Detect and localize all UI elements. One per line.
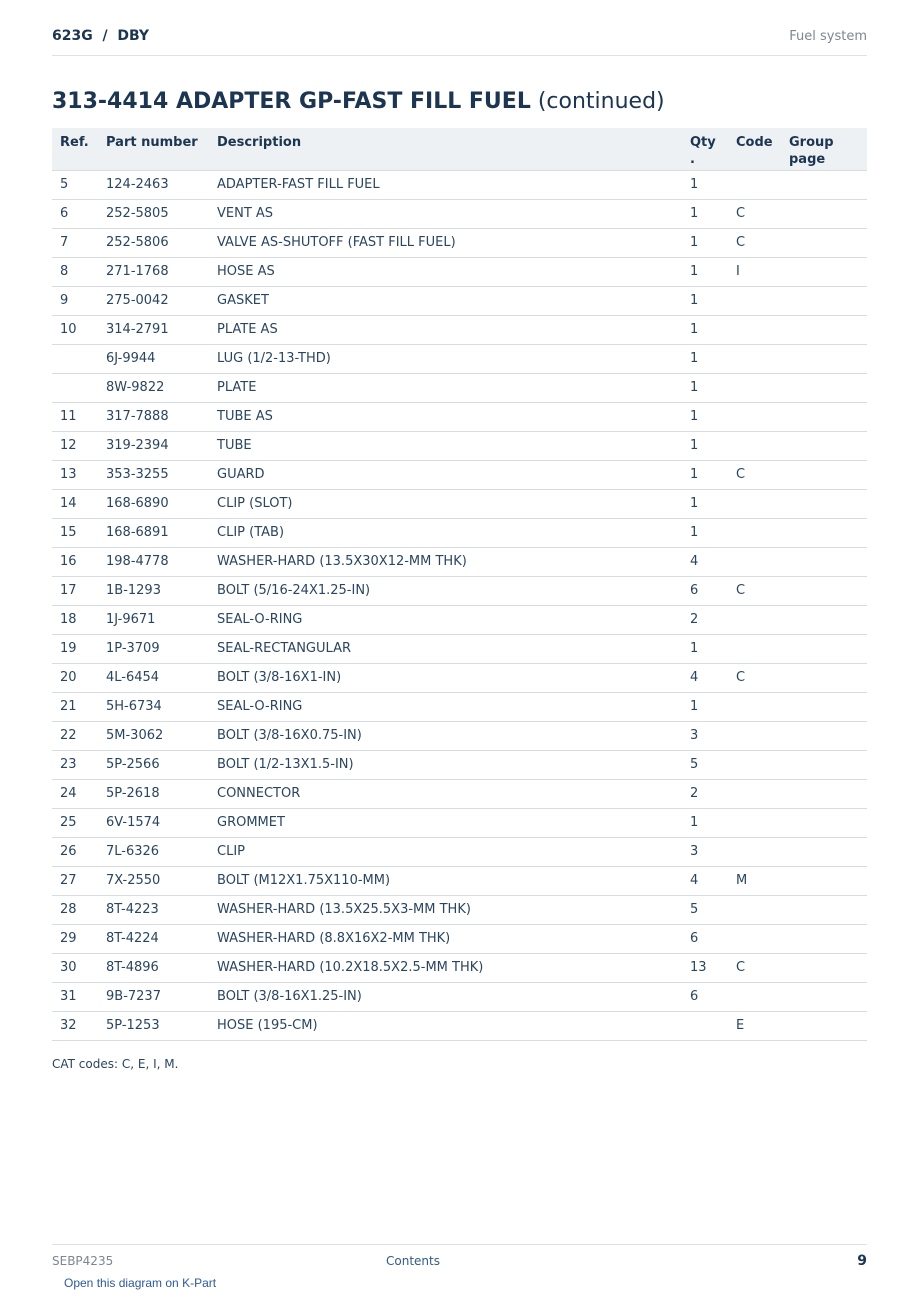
cell-qty: 4 <box>682 663 728 692</box>
cell-group-page <box>781 518 867 547</box>
cell-code <box>728 924 781 953</box>
section-name: Fuel system <box>789 29 867 44</box>
cell-qty: 1 <box>682 692 728 721</box>
cell-group-page <box>781 692 867 721</box>
cell-description: HOSE (195-CM) <box>209 1011 682 1040</box>
cell-description: GUARD <box>209 460 682 489</box>
cell-qty: 2 <box>682 779 728 808</box>
cell-code <box>728 779 781 808</box>
cell-part-number: 271-1768 <box>98 257 209 286</box>
cell-part-number: 198-4778 <box>98 547 209 576</box>
cell-part-number: 353-3255 <box>98 460 209 489</box>
cell-description: WASHER-HARD (8.8X16X2-MM THK) <box>209 924 682 953</box>
page-header <box>52 28 867 56</box>
cell-qty: 6 <box>682 576 728 605</box>
contents-link[interactable]: Contents <box>386 1254 440 1268</box>
cell-code: C <box>728 228 781 257</box>
cell-code: E <box>728 1011 781 1040</box>
table-row <box>52 199 867 228</box>
table-row <box>52 692 867 721</box>
cell-qty: 1 <box>682 402 728 431</box>
cell-group-page <box>781 547 867 576</box>
cell-part-number: 1J-9671 <box>98 605 209 634</box>
cell-part-number: 5P-1253 <box>98 1011 209 1040</box>
cell-description: BOLT (3/8-16X0.75-IN) <box>209 721 682 750</box>
cell-qty: 13 <box>682 953 728 982</box>
cell-code <box>728 605 781 634</box>
cell-description: CLIP <box>209 837 682 866</box>
cell-group-page <box>781 344 867 373</box>
cell-ref: 10 <box>52 315 98 344</box>
cell-description: HOSE AS <box>209 257 682 286</box>
cell-qty <box>682 1011 728 1040</box>
cell-ref: 19 <box>52 634 98 663</box>
table-row <box>52 402 867 431</box>
cell-group-page <box>781 228 867 257</box>
cell-description: SEAL-O-RING <box>209 605 682 634</box>
cell-ref: 8 <box>52 257 98 286</box>
cell-code <box>728 402 781 431</box>
cell-group-page <box>781 373 867 402</box>
cell-part-number: 5M-3062 <box>98 721 209 750</box>
cell-qty: 1 <box>682 489 728 518</box>
cell-qty: 4 <box>682 547 728 576</box>
cell-ref <box>52 344 98 373</box>
table-row <box>52 228 867 257</box>
cell-qty: 5 <box>682 895 728 924</box>
cell-group-page <box>781 431 867 460</box>
table-row <box>52 605 867 634</box>
cell-qty: 4 <box>682 866 728 895</box>
cell-part-number: 317-7888 <box>98 402 209 431</box>
cell-qty: 1 <box>682 373 728 402</box>
cell-ref: 9 <box>52 286 98 315</box>
cell-group-page <box>781 170 867 199</box>
cell-ref: 17 <box>52 576 98 605</box>
cell-qty: 1 <box>682 518 728 547</box>
cell-part-number: 7L-6326 <box>98 837 209 866</box>
cell-group-page <box>781 199 867 228</box>
cell-ref: 18 <box>52 605 98 634</box>
cell-description: ADAPTER-FAST FILL FUEL <box>209 170 682 199</box>
document-id: SEBP4235 <box>52 1254 114 1268</box>
cell-part-number: 319-2394 <box>98 431 209 460</box>
cell-part-number: 168-6891 <box>98 518 209 547</box>
column-header-description: Description <box>209 128 682 170</box>
cell-code <box>728 518 781 547</box>
cell-ref: 30 <box>52 953 98 982</box>
cell-description: SEAL-RECTANGULAR <box>209 634 682 663</box>
cell-code <box>728 547 781 576</box>
cell-code <box>728 489 781 518</box>
cell-description: TUBE AS <box>209 402 682 431</box>
cell-ref: 21 <box>52 692 98 721</box>
page-footer <box>52 1244 867 1275</box>
cell-group-page <box>781 779 867 808</box>
cell-code: C <box>728 663 781 692</box>
cell-qty: 1 <box>682 460 728 489</box>
table-row <box>52 431 867 460</box>
table-row <box>52 663 867 692</box>
cell-ref: 29 <box>52 924 98 953</box>
cell-code <box>728 721 781 750</box>
cell-ref: 25 <box>52 808 98 837</box>
table-row <box>52 257 867 286</box>
cell-group-page <box>781 866 867 895</box>
cell-description: GROMMET <box>209 808 682 837</box>
cell-ref: 7 <box>52 228 98 257</box>
cell-qty: 1 <box>682 344 728 373</box>
cell-part-number: 5P-2566 <box>98 750 209 779</box>
table-row <box>52 576 867 605</box>
table-row <box>52 170 867 199</box>
open-in-kpart-link[interactable]: Open this diagram on K-Part <box>64 1276 217 1290</box>
cell-part-number: 124-2463 <box>98 170 209 199</box>
cell-part-number: 1P-3709 <box>98 634 209 663</box>
table-row <box>52 518 867 547</box>
cell-ref: 13 <box>52 460 98 489</box>
cell-qty: 3 <box>682 721 728 750</box>
cell-ref: 28 <box>52 895 98 924</box>
cell-ref: 15 <box>52 518 98 547</box>
cell-code <box>728 837 781 866</box>
table-row <box>52 373 867 402</box>
cell-group-page <box>781 315 867 344</box>
table-row <box>52 489 867 518</box>
cell-ref <box>52 373 98 402</box>
cell-description: VENT AS <box>209 199 682 228</box>
cell-group-page <box>781 402 867 431</box>
cell-part-number: 168-6890 <box>98 489 209 518</box>
cell-ref: 12 <box>52 431 98 460</box>
cell-description: CLIP (TAB) <box>209 518 682 547</box>
cell-group-page <box>781 605 867 634</box>
cell-code: M <box>728 866 781 895</box>
cell-part-number: 9B-7237 <box>98 982 209 1011</box>
cell-group-page <box>781 982 867 1011</box>
cell-group-page <box>781 576 867 605</box>
cell-description: CONNECTOR <box>209 779 682 808</box>
cell-code <box>728 431 781 460</box>
cell-part-number: 6V-1574 <box>98 808 209 837</box>
cell-ref: 16 <box>52 547 98 576</box>
cell-ref: 11 <box>52 402 98 431</box>
cell-qty: 6 <box>682 924 728 953</box>
table-row <box>52 1011 867 1040</box>
cell-qty: 1 <box>682 228 728 257</box>
cell-part-number: 8T-4896 <box>98 953 209 982</box>
table-row <box>52 344 867 373</box>
cell-qty: 6 <box>682 982 728 1011</box>
cell-group-page <box>781 663 867 692</box>
cell-qty: 3 <box>682 837 728 866</box>
cell-description: LUG (1/2-13-THD) <box>209 344 682 373</box>
cell-group-page <box>781 634 867 663</box>
cell-description: BOLT (M12X1.75X110-MM) <box>209 866 682 895</box>
cell-code <box>728 315 781 344</box>
table-row <box>52 808 867 837</box>
table-row <box>52 866 867 895</box>
cell-part-number: 5H-6734 <box>98 692 209 721</box>
table-row <box>52 750 867 779</box>
table-row <box>52 982 867 1011</box>
assembly-title: 313-4414 ADAPTER GP-FAST FILL FUEL <box>52 89 531 114</box>
cell-description: PLATE <box>209 373 682 402</box>
cell-qty: 1 <box>682 808 728 837</box>
cell-part-number: 6J-9944 <box>98 344 209 373</box>
cell-code: C <box>728 199 781 228</box>
cell-part-number: 252-5806 <box>98 228 209 257</box>
cell-group-page <box>781 808 867 837</box>
cell-group-page <box>781 721 867 750</box>
cell-part-number: 8W-9822 <box>98 373 209 402</box>
cell-ref: 20 <box>52 663 98 692</box>
parts-table <box>52 128 867 1041</box>
cell-description: CLIP (SLOT) <box>209 489 682 518</box>
column-header-part-number: Part number <box>98 128 209 170</box>
cell-part-number: 7X-2550 <box>98 866 209 895</box>
cell-group-page <box>781 837 867 866</box>
cell-group-page <box>781 286 867 315</box>
cell-group-page <box>781 460 867 489</box>
page-number: 9 <box>857 1253 867 1269</box>
cat-codes-note: CAT codes: C, E, I, M. <box>52 1057 179 1071</box>
cell-part-number: 8T-4223 <box>98 895 209 924</box>
cell-qty: 2 <box>682 605 728 634</box>
cell-part-number: 1B-1293 <box>98 576 209 605</box>
cell-description: BOLT (3/8-16X1.25-IN) <box>209 982 682 1011</box>
table-row <box>52 315 867 344</box>
cell-group-page <box>781 924 867 953</box>
cell-ref: 31 <box>52 982 98 1011</box>
cell-group-page <box>781 895 867 924</box>
cell-ref: 23 <box>52 750 98 779</box>
cell-group-page <box>781 1011 867 1040</box>
cell-part-number: 314-2791 <box>98 315 209 344</box>
cell-code <box>728 373 781 402</box>
column-header-group-page: Group page <box>781 128 867 170</box>
cell-ref: 14 <box>52 489 98 518</box>
cell-ref: 26 <box>52 837 98 866</box>
cell-code: I <box>728 257 781 286</box>
cell-qty: 1 <box>682 315 728 344</box>
cell-qty: 1 <box>682 634 728 663</box>
model-code: 623G / DBY <box>52 28 149 44</box>
cell-code <box>728 808 781 837</box>
cell-qty: 1 <box>682 286 728 315</box>
cell-code: C <box>728 576 781 605</box>
cell-description: SEAL-O-RING <box>209 692 682 721</box>
cell-description: TUBE <box>209 431 682 460</box>
table-row <box>52 634 867 663</box>
cell-code <box>728 692 781 721</box>
cell-description: WASHER-HARD (10.2X18.5X2.5-MM THK) <box>209 953 682 982</box>
cell-description: BOLT (3/8-16X1-IN) <box>209 663 682 692</box>
table-row <box>52 779 867 808</box>
cell-part-number: 8T-4224 <box>98 924 209 953</box>
cell-code <box>728 634 781 663</box>
cell-code <box>728 982 781 1011</box>
cell-description: GASKET <box>209 286 682 315</box>
cell-code <box>728 344 781 373</box>
cell-part-number: 252-5805 <box>98 199 209 228</box>
cell-ref: 5 <box>52 170 98 199</box>
cell-qty: 1 <box>682 431 728 460</box>
cell-qty: 1 <box>682 199 728 228</box>
table-row <box>52 286 867 315</box>
cell-code: C <box>728 460 781 489</box>
page-title <box>52 89 665 114</box>
cell-part-number: 4L-6454 <box>98 663 209 692</box>
cell-qty: 1 <box>682 257 728 286</box>
cell-description: BOLT (5/16-24X1.25-IN) <box>209 576 682 605</box>
table-row <box>52 547 867 576</box>
table-row <box>52 924 867 953</box>
cell-description: PLATE AS <box>209 315 682 344</box>
cell-code <box>728 895 781 924</box>
cell-group-page <box>781 489 867 518</box>
column-header-code: Code <box>728 128 781 170</box>
cell-description: WASHER-HARD (13.5X25.5X3-MM THK) <box>209 895 682 924</box>
table-row <box>52 460 867 489</box>
column-header-ref: Ref. <box>52 128 98 170</box>
table-header-row <box>52 128 867 170</box>
cell-ref: 22 <box>52 721 98 750</box>
cell-ref: 27 <box>52 866 98 895</box>
cell-group-page <box>781 750 867 779</box>
cell-group-page <box>781 953 867 982</box>
continued-label: (continued) <box>537 89 665 114</box>
cell-part-number: 275-0042 <box>98 286 209 315</box>
cell-ref: 24 <box>52 779 98 808</box>
cell-code: C <box>728 953 781 982</box>
cell-group-page <box>781 257 867 286</box>
cell-description: WASHER-HARD (13.5X30X12-MM THK) <box>209 547 682 576</box>
cell-qty: 5 <box>682 750 728 779</box>
cell-code <box>728 286 781 315</box>
cell-description: BOLT (1/2-13X1.5-IN) <box>209 750 682 779</box>
table-row <box>52 721 867 750</box>
cell-part-number: 5P-2618 <box>98 779 209 808</box>
cell-code <box>728 170 781 199</box>
cell-qty: 1 <box>682 170 728 199</box>
column-header-qty: Qty . <box>682 128 728 170</box>
table-row <box>52 895 867 924</box>
cell-ref: 32 <box>52 1011 98 1040</box>
cell-description: VALVE AS-SHUTOFF (FAST FILL FUEL) <box>209 228 682 257</box>
cell-ref: 6 <box>52 199 98 228</box>
table-row <box>52 953 867 982</box>
cell-code <box>728 750 781 779</box>
table-row <box>52 837 867 866</box>
